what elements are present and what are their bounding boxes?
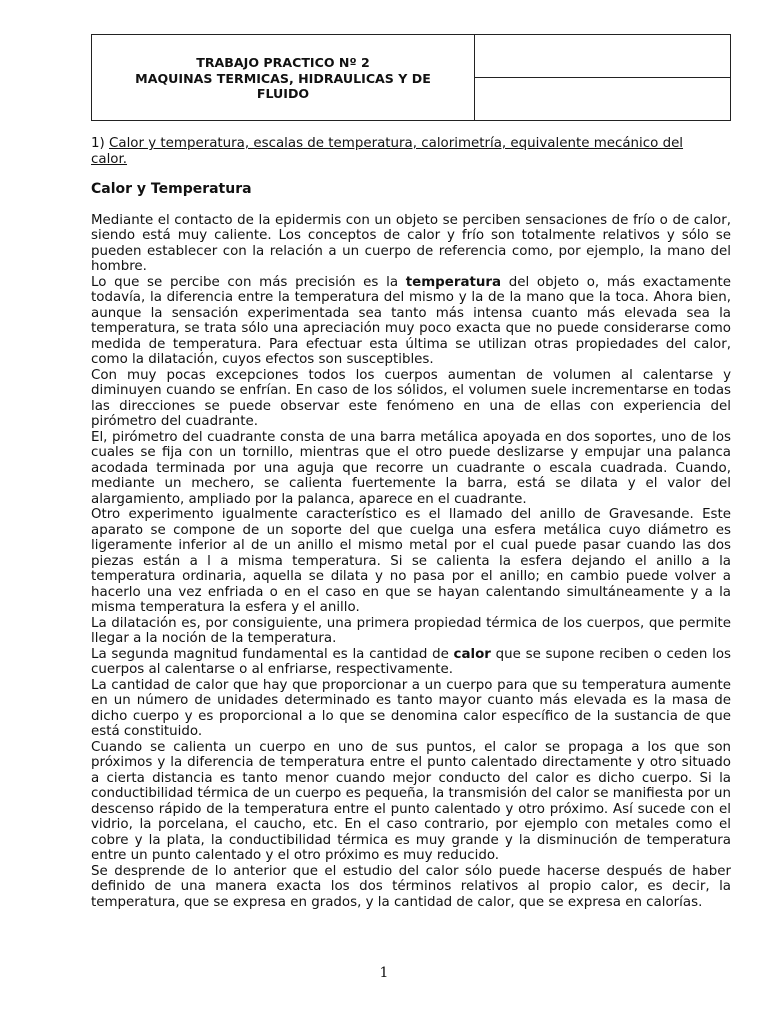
paragraph-7-text-b: que se supone reciben o ceden los cuerpos al calentarse o al enfriarse, respectivamente. — [91, 646, 731, 677]
paragraph-3: Con muy pocas excepciones todos los cuerpos aumentan de volumen al calentarse y diminuyen cuando se enfrían. En caso de los sólidos, el volumen suele incrementarse en todas las direcciones se puede observar este fenómeno en una de ellas con experiencia del pirómetro del cuadrante. — [91, 367, 731, 429]
section-title-line-1: Calor y temperatura, escalas de temperatura, calorimetría, equivalente mecánico del — [109, 136, 684, 151]
header-title-line-2: MAQUINAS TERMICAS, HIDRAULICAS Y DE — [135, 70, 431, 86]
section-heading — [91, 136, 731, 167]
paragraph-9: Cuando se calienta un cuerpo en uno de sus puntos, el calor se propaga a los que son próximos y la diferencia de temperatura entre el punto calentado directamente y otro situado a cierta distancia es tanto menor cuando mejor conducto del calor es dicho cuerpo. Si la conductibilidad térmica de un cuerpo es pequeña, la transmisión del calor se manifiesta por un descenso rápido de la temperatura entre el punto calentado y otro próximo. Así sucede con el vidrio, la porcelana, el caucho, etc. En el caso contrario, por ejemplo con metales como el cobre y la plata, la conductibilidad térmica es muy grande y la disminución de temperatura entre un punto calentado y el otro próximo es muy reducido. — [91, 739, 731, 863]
paragraph-6: La dilatación es, por consiguiente, una primera propiedad térmica de los cuerpos, que permite llegar a la noción de la temperatura. — [91, 615, 731, 646]
paragraph-2-text-b: del objeto o, más exactamente todavía, la diferencia entre la temperatura del mismo y la de la mano que la toca. Ahora bien, aunque la sensación experimentada sea tanto más intensa cuanto más elevada sea la temperatura, se trata sólo una apreciación muy poco exacta que no puede considerarse como medida de temperatura. Para efectuar esta última se utilizan otras propiedades del calor, como la dilatación, cuyos efectos son susceptibles. — [91, 274, 731, 367]
section-number: 1) — [91, 136, 105, 151]
header-right-cells — [475, 35, 730, 120]
paragraph-8: La cantidad de calor que hay que proporcionar a un cuerpo para que su temperatura aumente en un número de unidades determinado es tanto mayor cuanto más elevada es la masa de dicho cuerpo y es proporcional a lo que se denomina calor específico de la sustancia de que está constituido. — [91, 677, 731, 739]
paragraph-2-bold: temperatura — [405, 274, 502, 290]
header-cell-bottom — [475, 78, 730, 120]
paragraph-1: Mediante el contacto de la epidermis con un objeto se perciben sensaciones de frío o de calor, siendo está muy caliente. Los conceptos de calor y frío son totalmente relativos y sólo se pueden establecer con la relación a un cuerpo de referencia como, por ejemplo, la mano del hombre. — [91, 212, 731, 274]
header-cell-top — [475, 35, 730, 78]
subtitle: Calor y Temperatura — [91, 181, 252, 197]
header-title-line-1: TRABAJO PRACTICO Nº 2 — [196, 55, 370, 71]
paragraph-7 — [91, 647, 731, 678]
paragraph-2 — [91, 275, 731, 368]
paragraph-5: Otro experimento igualmente característico es el llamado del anillo de Gravesande. Este aparato se compone de un soporte del que cuelga una esfera metálica cuyo diámetro es ligeramente inferior al de un anillo el mismo metal por el cual puede pasar cuando las dos piezas están a l a misma temperatura. Si se calienta la esfera dejando el anillo a la temperatura ordinaria, aquella se dilata y no pasa por el anillo; en cambio puede volver a hacerlo una vez enfriada o en el caso en que se hayan calentando simultáneamente y a la misma temperatura la esfera y el anillo. — [91, 507, 731, 615]
header-title-cell — [92, 35, 475, 120]
page-number: 1 — [379, 965, 389, 981]
paragraph-4: El, pirómetro del cuadrante consta de una barra metálica apoyada en dos soportes, uno de los cuales se fija con un tornillo, mientras que el otro puede deslizarse y empujar una palanca acodada terminada por una aguja que recorre un cuadrante o escala cuadrada. Cuando, mediante un mechero, se calienta fuertemente la barra, está se dilata y el valor del alargamiento, ampliado por la palanca, aparece en el cuadrante. — [91, 429, 731, 507]
paragraph-7-text-a: La segunda magnitud fundamental es la cantidad de — [91, 646, 454, 662]
header-table — [91, 34, 731, 121]
header-title-line-3: FLUIDO — [256, 86, 310, 102]
document-body — [91, 136, 731, 910]
paragraph-2-text-a: Lo que se percibe con más precisión es la — [91, 274, 406, 290]
paragraph-10: Se desprende de lo anterior que el estudio del calor sólo puede hacerse después de haber definido de una manera exacta los dos términos relativos al propio calor, es decir, la temperatura, que se expresa en grados, y la cantidad de calor, que se expresa en calorías. — [91, 863, 731, 910]
paragraph-7-bold: calor — [453, 646, 491, 662]
section-title-line-2: calor. — [91, 151, 128, 167]
